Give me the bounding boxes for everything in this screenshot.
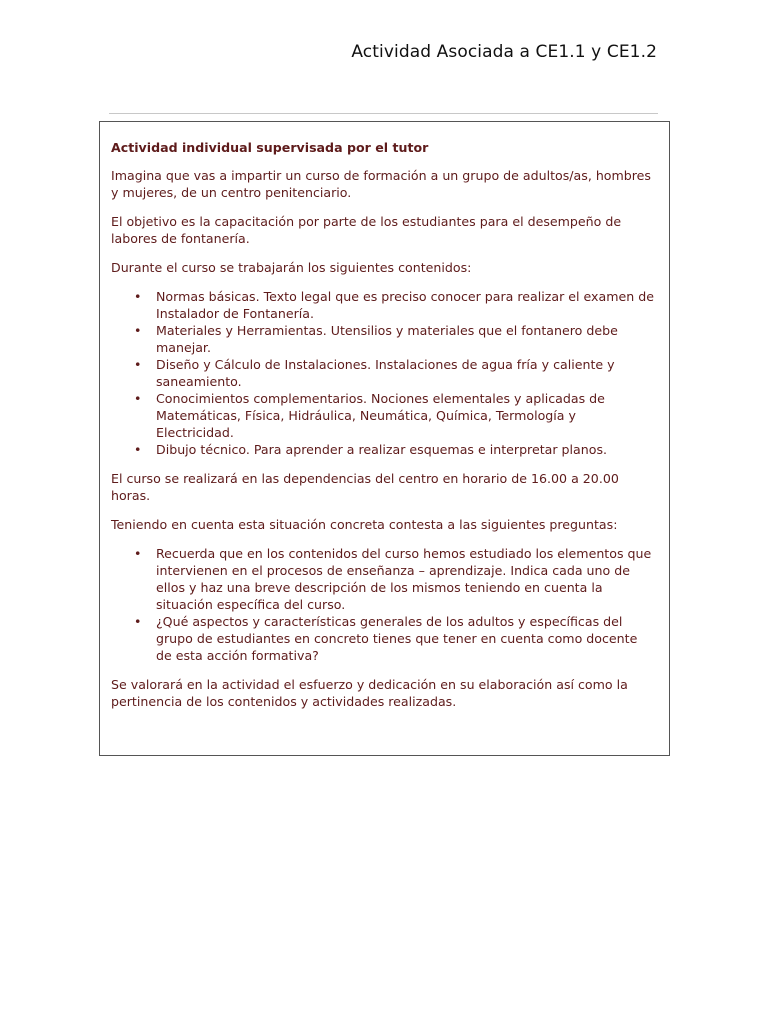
intro-paragraph: Imagina que vas a impartir un curso de formación a un grupo de adultos/as, hombres y mujeres, de un centro penitenciario. bbox=[111, 168, 651, 200]
list-item: • Conocimientos complementarios. Nociones elementales y aplicadas de Matemáticas, Física, Hidráulica, Neumática, Química, Termología y Electricidad. bbox=[156, 390, 657, 441]
header-divider bbox=[109, 113, 658, 114]
schedule-paragraph: El curso se realizará en las dependencias del centro en horario de 16.00 a 20.00 horas. bbox=[111, 471, 619, 503]
page-title: Actividad Asociada a CE1.1 y CE1.2 bbox=[351, 42, 657, 62]
objective-paragraph: El objetivo es la capacitación por parte de los estudiantes para el desempeño de labores de fontanería. bbox=[111, 214, 622, 246]
activity-box bbox=[99, 121, 670, 756]
list-item: • Dibujo técnico. Para aprender a realizar esquemas e interpretar planos. bbox=[156, 441, 657, 458]
activity-heading: Actividad individual supervisada por el tutor bbox=[111, 140, 429, 155]
list-item: • Recuerda que en los contenidos del curso hemos estudiado los elementos que intervienen en el procesos de enseñanza – aprendizaje. Indica cada uno de ellos y haz una breve descripción de los mismos teniendo en cuenta la situación específica del curso. bbox=[156, 545, 657, 613]
contents-list bbox=[111, 288, 657, 458]
list-item: • ¿Qué aspectos y características generales de los adultos y específicas del grupo de estudiantes en concreto tienes que tener en cuenta como docente de esta acción formativa? bbox=[156, 613, 657, 664]
evaluation-paragraph: Se valorará en la actividad el esfuerzo y dedicación en su elaboración así como la pertinencia de los contenidos y actividades realizadas. bbox=[111, 677, 628, 709]
contents-intro-paragraph: Durante el curso se trabajarán los siguientes contenidos: bbox=[111, 260, 472, 275]
list-item: • Diseño y Cálculo de Instalaciones. Instalaciones de agua fría y caliente y saneamiento. bbox=[156, 356, 657, 390]
list-item: • Materiales y Herramientas. Utensilios y materiales que el fontanero debe manejar. bbox=[156, 322, 657, 356]
questions-list bbox=[111, 545, 657, 664]
list-item: • Normas básicas. Texto legal que es preciso conocer para realizar el examen de Instalador de Fontanería. bbox=[156, 288, 657, 322]
questions-intro-paragraph: Teniendo en cuenta esta situación concreta contesta a las siguientes preguntas: bbox=[111, 517, 618, 532]
